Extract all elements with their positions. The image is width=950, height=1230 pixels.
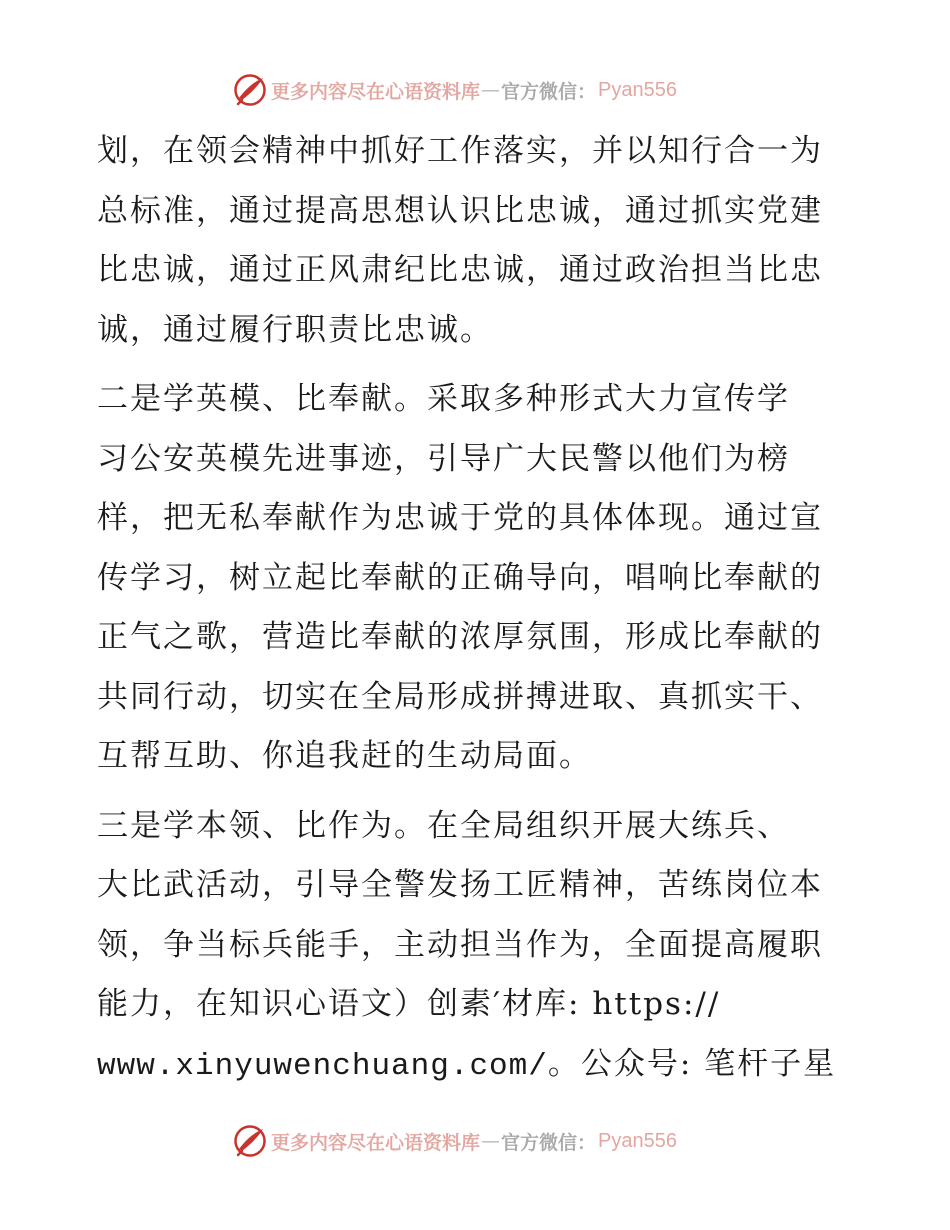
- footer-dash: —: [481, 1130, 501, 1152]
- body-line: 大比武活动，引导全警发扬工匠精神，苦练岗位本: [97, 867, 823, 903]
- body-line: 习公安英模先进事迹，引导广大民警以他们为榜: [97, 440, 790, 477]
- body-line: 领，争当标兵能手，主动担当作为，全面提高履职: [97, 926, 823, 963]
- body-line: 共同行动，切实在全局形成拼搏进取、真抓实干、: [97, 678, 823, 715]
- body-line: 互帮互助、你追我赶的生动局面。: [97, 738, 592, 774]
- body-line-url: [97, 1035, 867, 1095]
- quill-logo-icon: [233, 73, 267, 107]
- header-dash: —: [481, 79, 501, 101]
- body-line: 比忠诚，通过正风肃纪比忠诚，通过政治担当比忠: [97, 252, 823, 288]
- body-line: 传学习，树立起比奉献的正确导向，唱响比奉献的: [97, 559, 823, 596]
- header-wechat-id: Pyan556: [598, 78, 677, 101]
- body-line: 能力，在知识心语文）创素′材库: https://: [97, 986, 721, 1022]
- paragraph-2-start: 二是学英模、比奉献。采取多种形式大力宣传学: [97, 381, 790, 417]
- url-line-suffix: 。公众号: 笔杆子星: [547, 1045, 837, 1082]
- footer-site-text: 更多内容尽在心语资料库: [271, 1131, 481, 1154]
- paragraph-3-start: 三是学本领、比作为。在全局组织开展大练兵、: [97, 807, 790, 844]
- quill-logo-icon: [233, 1124, 267, 1158]
- header-banner: [233, 73, 677, 107]
- body-line: 划，在领会精神中抓好工作落实，并以知行合一为: [97, 133, 823, 169]
- header-site-text: 更多内容尽在心语资料库: [271, 80, 481, 103]
- footer-wechat-id: Pyan556: [598, 1129, 677, 1152]
- body-line: 样，把无私奉献作为忠诚于党的具体体现。通过宣: [97, 500, 823, 536]
- url-text: www.xinyuwenchuang.com/: [97, 1048, 548, 1084]
- body-line: 正气之歌，营造比奉献的浓厚氛围，形成比奉献的: [97, 619, 823, 655]
- footer-banner: [233, 1124, 677, 1158]
- body-text: [97, 122, 867, 1094]
- body-line: 诚，通过履行职责比忠诚。: [97, 311, 493, 348]
- footer-wechat-label: 官方微信：: [501, 1131, 597, 1154]
- header-wechat-label: 官方微信：: [501, 80, 597, 103]
- body-line: 总标准，通过提高思想认识比忠诚，通过抓实党建: [97, 192, 823, 229]
